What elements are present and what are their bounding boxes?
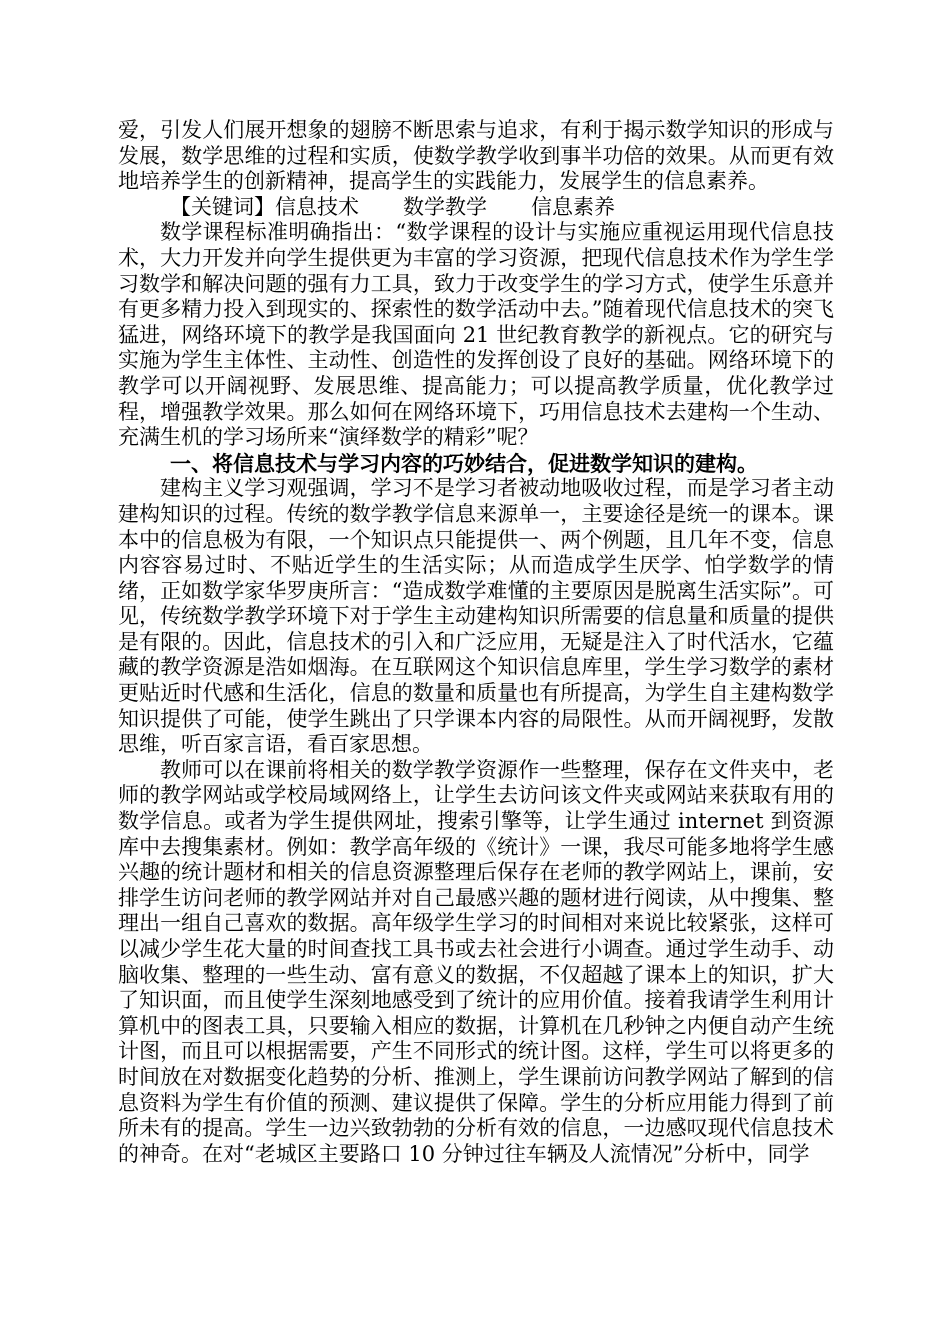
keyword-item: 信息素养 bbox=[531, 194, 615, 219]
keywords-label: 【关键词】 bbox=[170, 194, 275, 219]
keyword-item: 数学教学 bbox=[403, 194, 487, 219]
intro-paragraph: 爱，引发人们展开想象的翅膀不断思索与追求，有利于揭示数学知识的形成与发展，数学思维的过程和实质，使数学教学收到事半功倍的效果。从而更有效地培养学生的创新精神，提高学生的实践能力，发展学生的信息素养。 bbox=[118, 118, 834, 194]
keyword-item: 信息技术 bbox=[275, 194, 359, 219]
standard-paragraph: 数学课程标准明确指出：“数学课程的设计与实施应重视运用现代信息技术，大力开发并向学生提供更为丰富的学习资源，把现代信息技术作为学生学习数学和解决问题的强有力工具，致力于改变学生的学习方式，使学生乐意并有更多精力投入到现实的、探索性的数学活动中去。”随着现代信息技术的突飞猛进，网络环境下的教学是我国面向 21 世纪教育教学的新视点。它的研究与实施为学生主体性、主动性、创造性的发挥创设了良好的基础。网络环境下的教学可以开阔视野、发展思维、提高能力；可以提高教学质量，优化教学过程，增强教学效果。那么如何在网络环境下，巧用信息技术去建构一个生动、充满生机的学习场所来“演绎数学的精彩”呢？ bbox=[118, 220, 834, 450]
section-heading: 一、将信息技术与学习内容的巧妙结合，促进数学知识的建构。 bbox=[170, 450, 758, 476]
body-paragraph: 建构主义学习观强调，学习不是学习者被动地吸收过程，而是学习者主动建构知识的过程。传统的数学教学信息来源单一，主要途径是统一的课本。课本中的信息极为有限，一个知识点只能提供一、两个例题，且几年不变，信息内容容易过时、不贴近学生的生活实际；从而造成学生厌学、怕学数学的情绪，正如数学家华罗庚所言：“造成数学难懂的主要原因是脱离生活实际”。可见，传统数学教学环境下对于学生主动建构知识所需要的信息量和质量的提供是有限的。因此，信息技术的引入和广泛应用，无疑是注入了时代活水，它蕴藏的教学资源是浩如烟海。在互联网这个知识信息库里，学生学习数学的素材更贴近时代感和生活化，信息的数量和质量也有所提高，为学生自主建构数学知识提供了可能，使学生跳出了只学课本内容的局限性。从而开阔视野，发散思维，听百家言语，看百家思想。 bbox=[118, 476, 834, 757]
document-page bbox=[118, 118, 834, 1167]
keywords-line bbox=[118, 195, 834, 221]
body-paragraph: 教师可以在课前将相关的数学教学资源作一些整理，保存在文件夹中，老师的教学网站或学校局域网络上，让学生去访问该文件夹或网站来获取有用的数学信息。或者为学生提供网址，搜索引擎等，让学生通过 internet 到资源库中去搜集素材。例如：教学高年级的《统计》一课，我尽可能多地将学生感兴趣的统计题材和相关的信息资源整理后保存在老师的教学网站上，课前，安排学生访问老师的教学网站并对自己最感兴趣的题材进行阅读，从中搜集、整理出一组自己喜欢的数据。高年级学生学习的时间相对来说比较紧张，这样可以减少学生花大量的时间查找工具书或去社会进行小调查。通过学生动手、动脑收集、整理的一些生动、富有意义的数据，不仅超越了课本上的知识，扩大了知识面，而且使学生深刻地感受到了统计的应用价值。接着我请学生利用计算机中的图表工具，只要输入相应的数据，计算机在几秒钟之内便自动产生统计图，而且可以根据需要，产生不同形式的统计图。这样，学生可以将更多的时间放在对数据变化趋势的分析、推测上，学生课前访问教学网站了解到的信息资料为学生有价值的预测、建议提供了保障。学生的分析应用能力得到了前所未有的提高。学生一边兴致勃勃的分析有效的信息，一边感叹现代信息技术的神奇。在对“老城区主要路口 10 分钟过往车辆及人流情况”分析中，同学 bbox=[118, 757, 834, 1166]
